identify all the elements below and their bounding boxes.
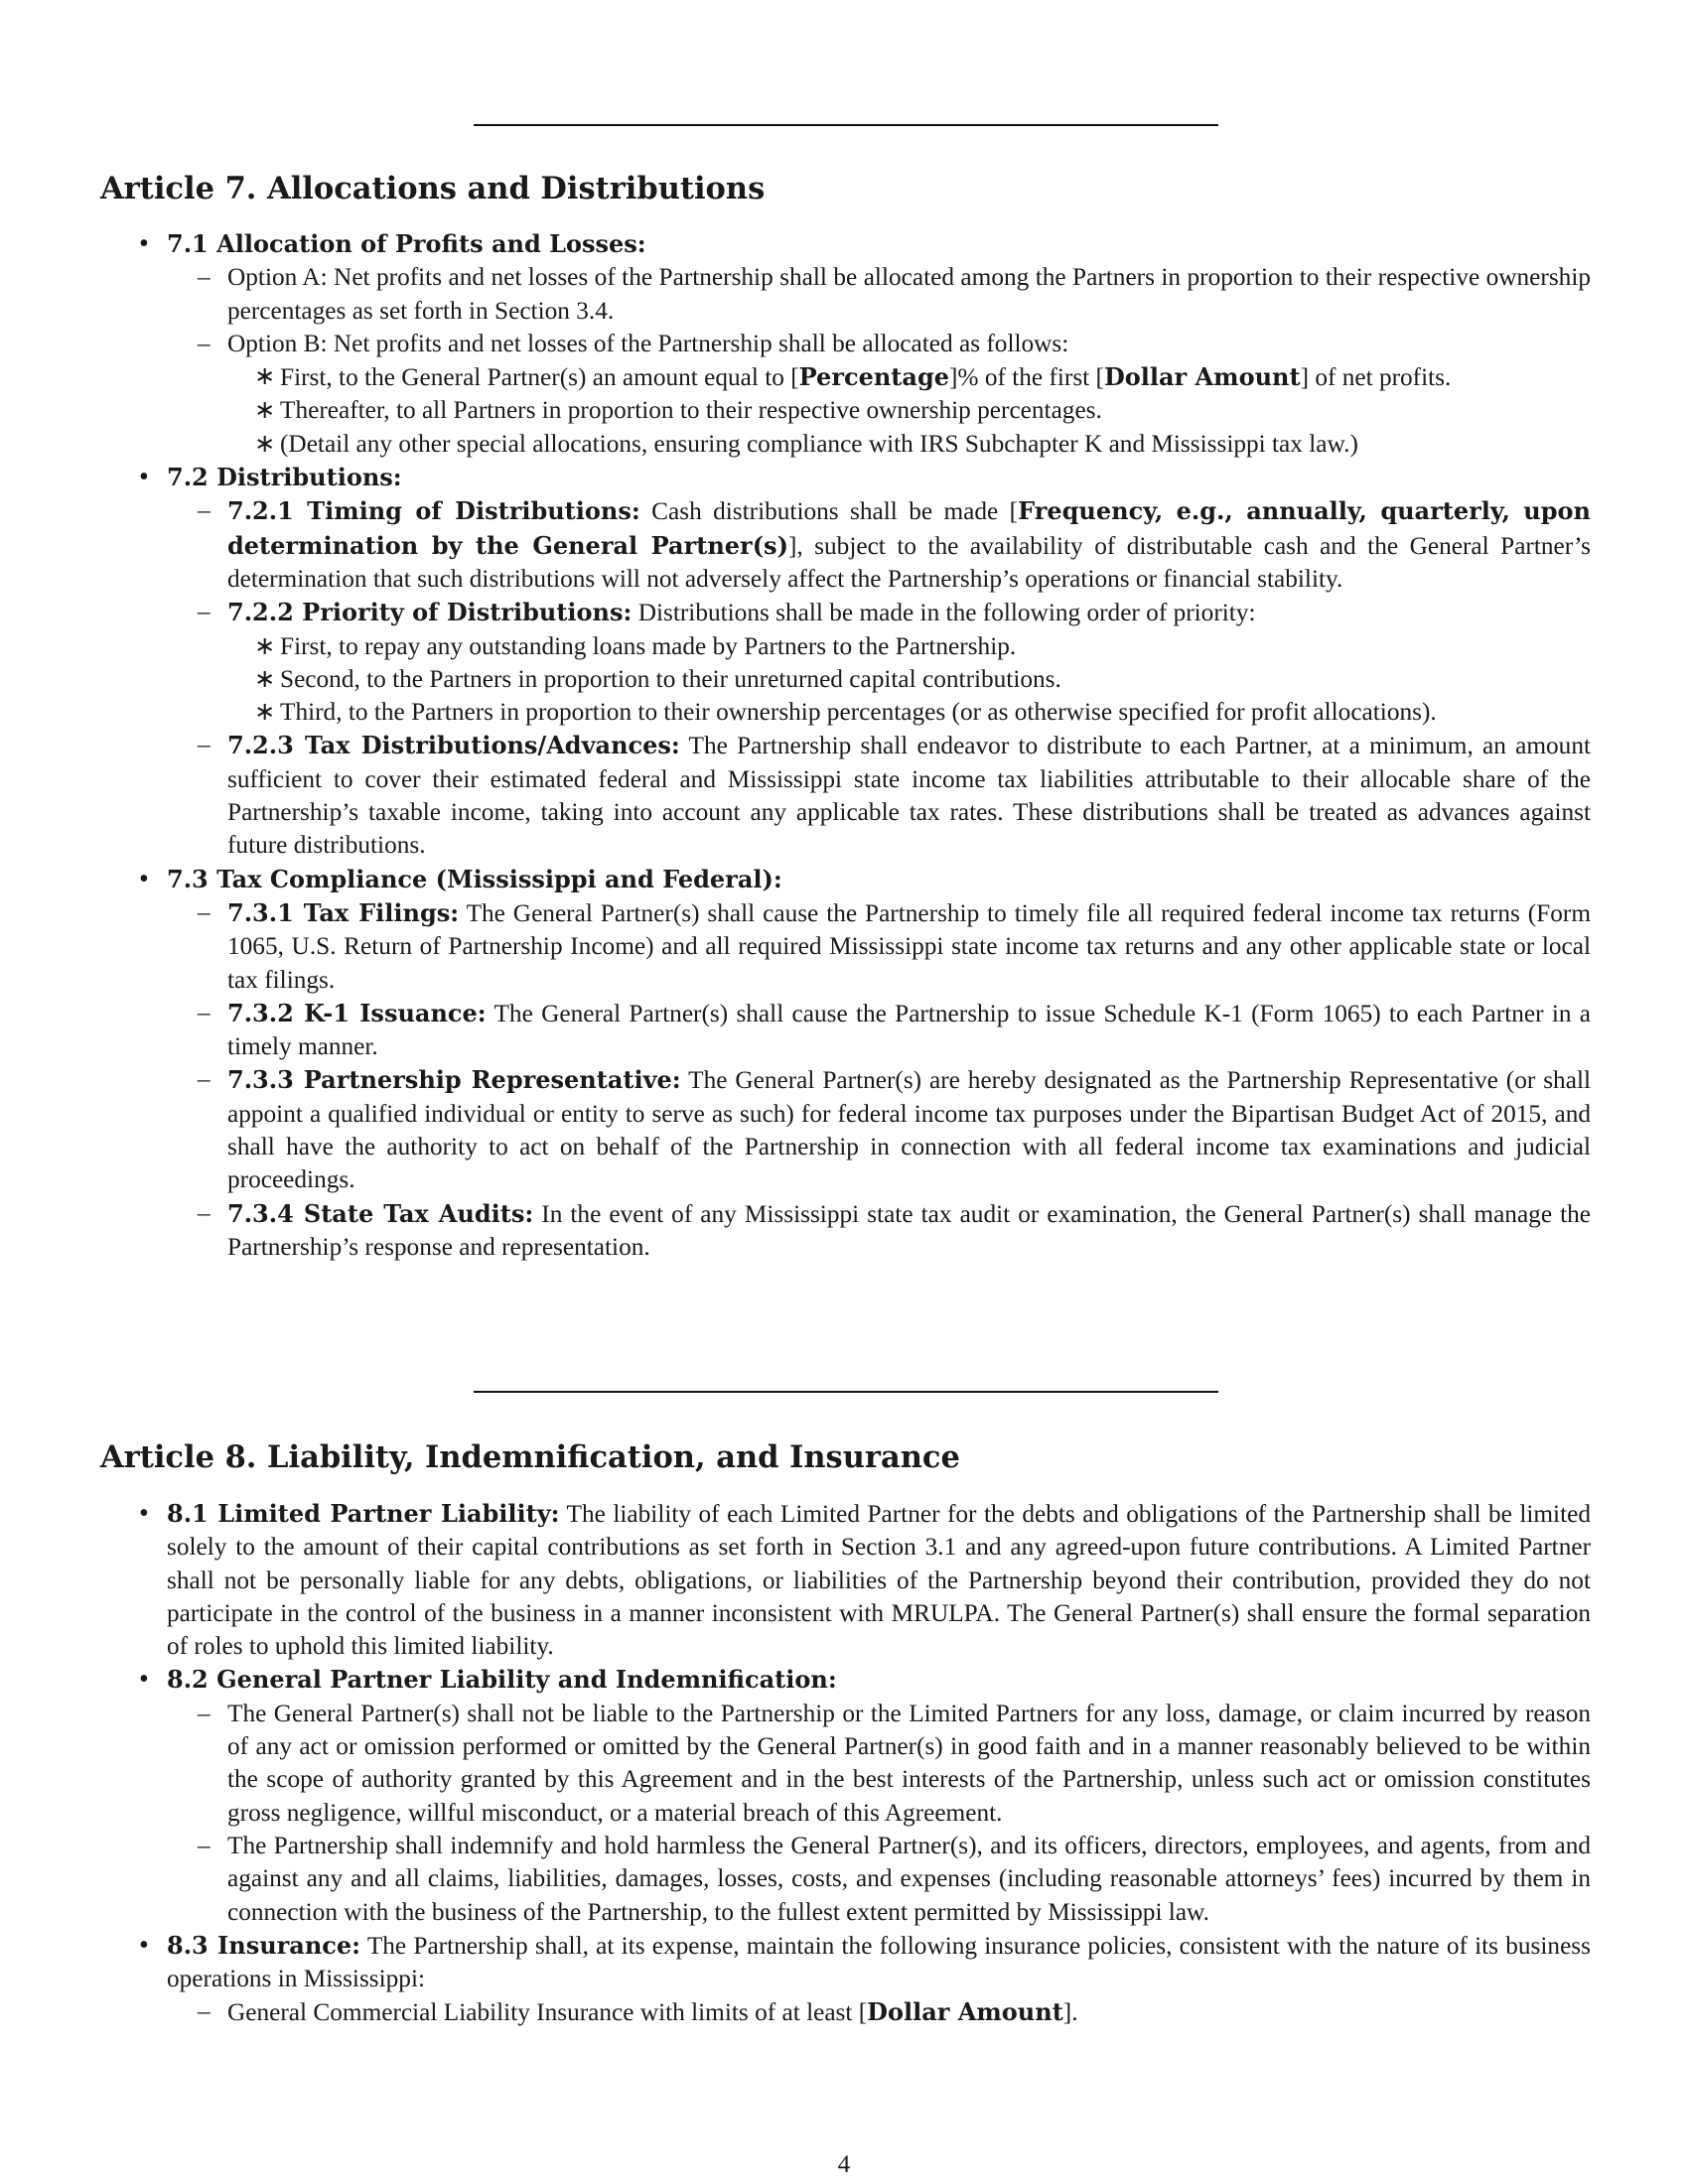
section-8-2-b-text: The Partnership shall indemnify and hold harmless the General Partner(s), and its officers, directors, employees, and agents, from and against any and all claims, liabilities, damages, losses, costs, and expenses (including reasonable attorneys’ fees) incurred by them in connection with the business of the Partnership, to the fullest extent permitted by Mississippi law. (227, 1831, 1591, 1926)
section-7-3-3-text: The General Partner(s) are hereby designated as the Partnership Representative (or shall appoint a qualified individual or entity to serve as such) for federal income tax purposes under the Bipartisan Budget Act of 2015, and shall have the authority to act on behalf of the Partnership in connection with all federal income tax examinations and judicial proceedings. (227, 1066, 1591, 1194)
priority-first (254, 630, 1591, 663)
bullet-marker: • (139, 1664, 149, 1696)
section-7-2-2-text: Distributions shall be made in the following order of priority: (632, 599, 1256, 627)
dash-marker: – (198, 598, 211, 626)
star-marker: ∗ (254, 396, 276, 425)
section-7-3-3 (198, 1063, 1591, 1196)
article-8-body (0, 1497, 1688, 2030)
dollar-amount-placeholder: Dollar Amount (867, 1997, 1063, 2027)
star-marker: ∗ (254, 362, 276, 391)
section-8-2 (139, 1663, 1591, 1697)
allocation-first-text-end: ] of net profits. (1300, 363, 1452, 392)
section-8-3-a (198, 1995, 1591, 2029)
dash-marker: – (198, 998, 211, 1026)
section-7-2-1-title: 7.2.1 Timing of Distributions: (227, 496, 640, 526)
star-marker: ∗ (254, 631, 276, 660)
option-a (198, 261, 1591, 328)
option-b (198, 328, 1591, 360)
section-8-2-b (198, 1830, 1591, 1929)
section-7-3 (139, 863, 1591, 896)
section-7-2-3-text: The Partnership shall endeavor to distribute to each Partner, at a minimum, an amount sufficient to cover their estimated federal and Mississippi state income tax liabilities attributable to their allocable share of the Partnership’s taxable income, taking into account any applicable tax rates. These distributions shall be treated as advances against future distributions. (227, 732, 1591, 860)
allocation-thereafter-text: Thereafter, to all Partners in proportion to their respective ownership percentages. (280, 396, 1102, 425)
allocation-first-text: First, to the General Partner(s) an amount equal to [ (280, 363, 799, 392)
dash-marker: – (198, 329, 211, 357)
section-7-2-3 (198, 729, 1591, 862)
section-8-1-title: 8.1 Limited Partner Liability: (167, 1499, 560, 1528)
section-7-3-1 (198, 896, 1591, 997)
section-7-2-1-text-end: ], subject to the availability of distributable cash and the General Partner’s determination that such distributions will not adversely affect the Partnership’s operations or financial stability. (227, 531, 1591, 593)
priority-third (254, 696, 1591, 729)
section-7-3-2-title: 7.3.2 K-1 Issuance: (227, 998, 487, 1027)
page-number: 4 (837, 2150, 851, 2178)
frequency-placeholder: Frequency, e.g., annually, quarterly, upon determination by the General Partner(s) (227, 496, 1591, 560)
allocation-first-text-mid: ]% of the first [ (949, 363, 1104, 392)
priority-second-text: Second, to the Partners in proportion to their unreturned capital contributions. (280, 664, 1061, 693)
section-7-3-1-title: 7.3.1 Tax Filings: (227, 897, 460, 927)
dash-marker: – (198, 1831, 211, 1859)
section-8-3-title: 8.3 Insurance: (167, 1930, 361, 1960)
article-7-heading: Article 7. Allocations and Distributions (100, 171, 766, 206)
section-8-3 (139, 1929, 1591, 1996)
section-7-3-1-text: The General Partner(s) shall cause the Partnership to timely file all required federal income tax returns (Form 1065, U.S. Return of Partnership Income) and all required Mississippi state income tax returns and any other applicable state or local tax filings. (227, 898, 1591, 994)
article-8-heading: Article 8. Liability, Indemnification, and Insurance (100, 1439, 960, 1475)
section-7-2-2-title: 7.2.2 Priority of Distributions: (227, 598, 633, 627)
dash-marker: – (198, 1699, 211, 1727)
section-7-3-3-title: 7.3.3 Partnership Representative: (227, 1065, 681, 1095)
dash-marker: – (198, 897, 211, 926)
allocation-first (254, 360, 1591, 394)
section-7-1-title: 7.1 Allocation of Profits and Losses: (167, 229, 646, 258)
dash-marker: – (198, 496, 211, 525)
section-7-3-title: 7.3 Tax Compliance (Mississippi and Federal): (167, 864, 782, 893)
section-divider-top (474, 124, 1218, 126)
section-7-2-1 (198, 494, 1591, 596)
section-7-3-2 (198, 997, 1591, 1064)
bullet-marker: • (139, 462, 149, 493)
star-marker: ∗ (254, 429, 276, 458)
section-divider-middle (474, 1391, 1218, 1393)
bullet-marker: • (139, 1498, 149, 1529)
section-7-3-2-text: The General Partner(s) shall cause the Partnership to issue Schedule K-1 (Form 1065) to each Partner in a timely manner. (227, 999, 1591, 1061)
dash-marker: – (198, 1997, 211, 2026)
section-7-2 (139, 461, 1591, 494)
section-7-3-4-title: 7.3.4 State Tax Audits: (227, 1198, 534, 1228)
dollar-amount-placeholder: Dollar Amount (1103, 362, 1301, 392)
section-7-2-1-text: Cash distributions shall be made [ (639, 497, 1019, 526)
allocation-thereafter (254, 394, 1591, 427)
dash-marker: – (198, 1198, 211, 1227)
section-7-2-2 (198, 596, 1591, 629)
star-marker: ∗ (254, 698, 276, 727)
section-8-1 (139, 1497, 1591, 1663)
dash-marker: – (198, 731, 211, 759)
priority-first-text: First, to repay any outstanding loans made by Partners to the Partnership. (280, 631, 1017, 660)
option-b-text: Option B: Net profits and net losses of the Partnership shall be allocated as follows: (227, 329, 1069, 357)
section-7-2-title: 7.2 Distributions: (167, 463, 402, 492)
section-8-2-a (198, 1698, 1591, 1830)
section-8-1-text: The liability of each Limited Partner for the debts and obligations of the Partnership shall be limited solely to the amount of their capital contributions as set forth in Section 3.1 and any agreed-upon future contributions. A Limited Partner shall not be personally liable for any debts, obligations, or liabilities of the Partnership beyond their contribution, provided they do not participate in the control of the business in a manner inconsistent with MRULPA. The General Partner(s) shall ensure the formal separation of roles to uphold this limited liability. (167, 1500, 1591, 1661)
article-7-body (0, 227, 1688, 1264)
bullet-marker: • (139, 228, 149, 259)
section-8-2-a-text: The General Partner(s) shall not be liable to the Partnership or the Limited Partners for any loss, damage, or claim incurred by reason of any act or omission performed or omitted by the General Partner(s) in good faith and in a manner reasonably believed to be within the scope of authority granted by this Agreement and in the best interests of the Partnership, unless such act or omission constitutes gross negligence, willful misconduct, or a material breach of this Agreement. (227, 1699, 1591, 1827)
section-7-1 (139, 227, 1591, 261)
section-7-2-3-title: 7.2.3 Tax Distributions/Advances: (227, 731, 680, 760)
bullet-marker: • (139, 863, 149, 894)
section-7-3-4 (198, 1197, 1592, 1265)
percentage-placeholder: Percentage (798, 362, 949, 392)
allocation-special-text: (Detail any other special allocations, ensuring compliance with IRS Subchapter K and Mississippi tax law.) (280, 429, 1358, 458)
bullet-marker: • (139, 1929, 149, 1961)
priority-third-text: Third, to the Partners in proportion to their ownership percentages (or as otherwise specified for profit allocations). (280, 698, 1437, 727)
section-8-2-title: 8.2 General Partner Liability and Indemnification: (167, 1665, 837, 1695)
section-8-3-a-text: General Commercial Liability Insurance with limits of at least [ (227, 1998, 868, 2027)
priority-second (254, 663, 1591, 696)
dash-marker: – (198, 263, 211, 292)
allocation-special (254, 428, 1591, 461)
option-a-text: Option A: Net profits and net losses of the Partnership shall be allocated among the Partners in proportion to their respective ownership percentages as set forth in Section 3.4. (227, 263, 1591, 325)
dash-marker: – (198, 1065, 211, 1094)
section-8-3-a-text-end: ]. (1062, 1998, 1078, 2027)
section-8-3-text: The Partnership shall, at its expense, maintain the following insurance policies, consistent with the nature of its business operations in Mississippi: (167, 1931, 1591, 1993)
section-7-3-4-text: In the event of any Mississippi state tax audit or examination, the General Partner(s) shall manage the Partnership’s response and representation. (227, 1199, 1592, 1261)
star-marker: ∗ (254, 664, 276, 693)
